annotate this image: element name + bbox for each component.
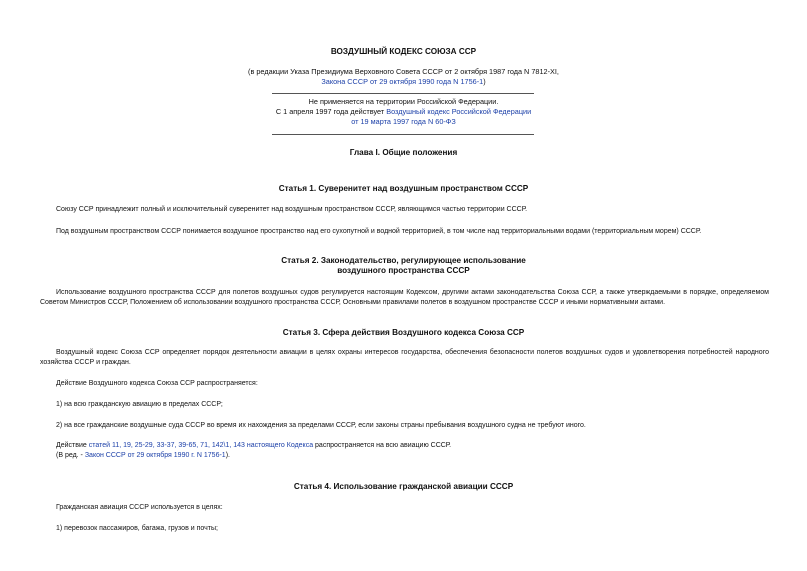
article-2-title-line-1: Статья 2. Законодательство, регулирующее использование xyxy=(281,256,526,265)
p5-prefix: Действие xyxy=(56,442,89,449)
notice-line-1: Не применяется на территории Российской Федерации. xyxy=(308,97,499,106)
article-4-paragraph-2: 1) перевозок пассажиров, багажа, грузов и почты; xyxy=(56,525,218,532)
article-4-paragraph-1: Гражданская авиация СССР используется в целях: xyxy=(56,504,223,511)
edition-close: ) xyxy=(483,77,486,86)
p6-suffix: ). xyxy=(225,452,230,459)
article-2-title xyxy=(0,256,807,276)
bottom-divider xyxy=(272,134,534,135)
top-divider xyxy=(272,93,534,94)
chapter-1-title: Глава I. Общие положения xyxy=(349,148,458,157)
edition-line-1: (в редакции Указа Президиума Верховного Совета СССР от 2 октября 1987 года N 7812-XI, xyxy=(248,67,559,76)
document-title: ВОЗДУШНЫЙ КОДЕКС СОЮЗА ССР xyxy=(330,47,477,56)
edition-line-2 xyxy=(0,77,807,87)
notice-prefix: С 1 апреля 1997 года действует xyxy=(275,107,387,116)
amendment-law-link[interactable]: Закон СССР от 29 октября 1990 г. N 1756-1 xyxy=(84,452,226,459)
article-2-paragraph-1: Использование воздушного пространства СССР для полетов воздушных судов регулируется настоящим Кодексом, другими актами законодательства Союза ССР, а также утверждаемыми в порядке, определяемом Советом Министров СССР, Положением об использовании воздушного пространства СССР, Основными правилами полетов в воздушном пространстве СССР и иными нормативными актами. xyxy=(40,289,769,306)
article-3-amendment-note xyxy=(56,451,230,461)
article-3-paragraph-1: Воздушный кодекс Союза ССР определяет порядок деятельности авиации в целях охраны интересов государства, обеспечения безопасности полетов воздушных судов и удовлетворения потребностей народного хозяйства СССР и граждан. xyxy=(40,349,769,366)
applicability-notice xyxy=(0,97,807,127)
article-3-paragraph-4: 2) на все гражданские воздушные суда СССР во время их нахождения за пределами СССР, если законы страны пребывания воздушного судна не требуют иного. xyxy=(56,422,586,429)
article-2-title-line-2: воздушного пространства СССР xyxy=(337,266,470,275)
article-1-paragraph-2: Под воздушным пространством СССР понимается воздушное пространство над его сухопутной и водной территорией, в том числе над территориальными водами (территориальным морем) СССР. xyxy=(56,228,702,235)
edition-law-link[interactable]: Закона СССР от 29 октября 1990 года N 1756-1 xyxy=(321,77,484,86)
p6-prefix: (В ред. - xyxy=(56,452,85,459)
rf-air-code-date-link[interactable]: от 19 марта 1997 года N 60-ФЗ xyxy=(351,117,456,126)
notice-line-2 xyxy=(0,107,807,117)
article-3-paragraph-3: 1) на всю гражданскую авиацию в пределах СССР; xyxy=(56,401,223,408)
article-3-paragraph-5 xyxy=(56,441,451,451)
notice-line-3 xyxy=(0,117,807,127)
article-1-paragraph-1: Союзу ССР принадлежит полный и исключительный суверенитет над воздушным пространством СССР, являющимся частью территории СССР. xyxy=(56,206,528,213)
articles-list-link[interactable]: статей 11, 19, 25-29, 33-37, 39-65, 71, 142\1, 143 настоящего Кодекса xyxy=(88,442,314,449)
rf-air-code-link[interactable]: Воздушный кодекс Российской Федерации xyxy=(386,107,532,116)
article-4-title: Статья 4. Использование гражданской авиации СССР xyxy=(293,482,514,491)
article-3-title: Статья 3. Сфера действия Воздушного кодекса Союза ССР xyxy=(282,328,525,337)
edition-note xyxy=(0,67,807,87)
p5-suffix: распространяется на всю авиацию СССР. xyxy=(313,442,452,449)
article-3-paragraph-2: Действие Воздушного кодекса Союза ССР распространяется: xyxy=(56,380,258,387)
article-1-title: Статья 1. Суверенитет над воздушным пространством СССР xyxy=(278,184,529,193)
